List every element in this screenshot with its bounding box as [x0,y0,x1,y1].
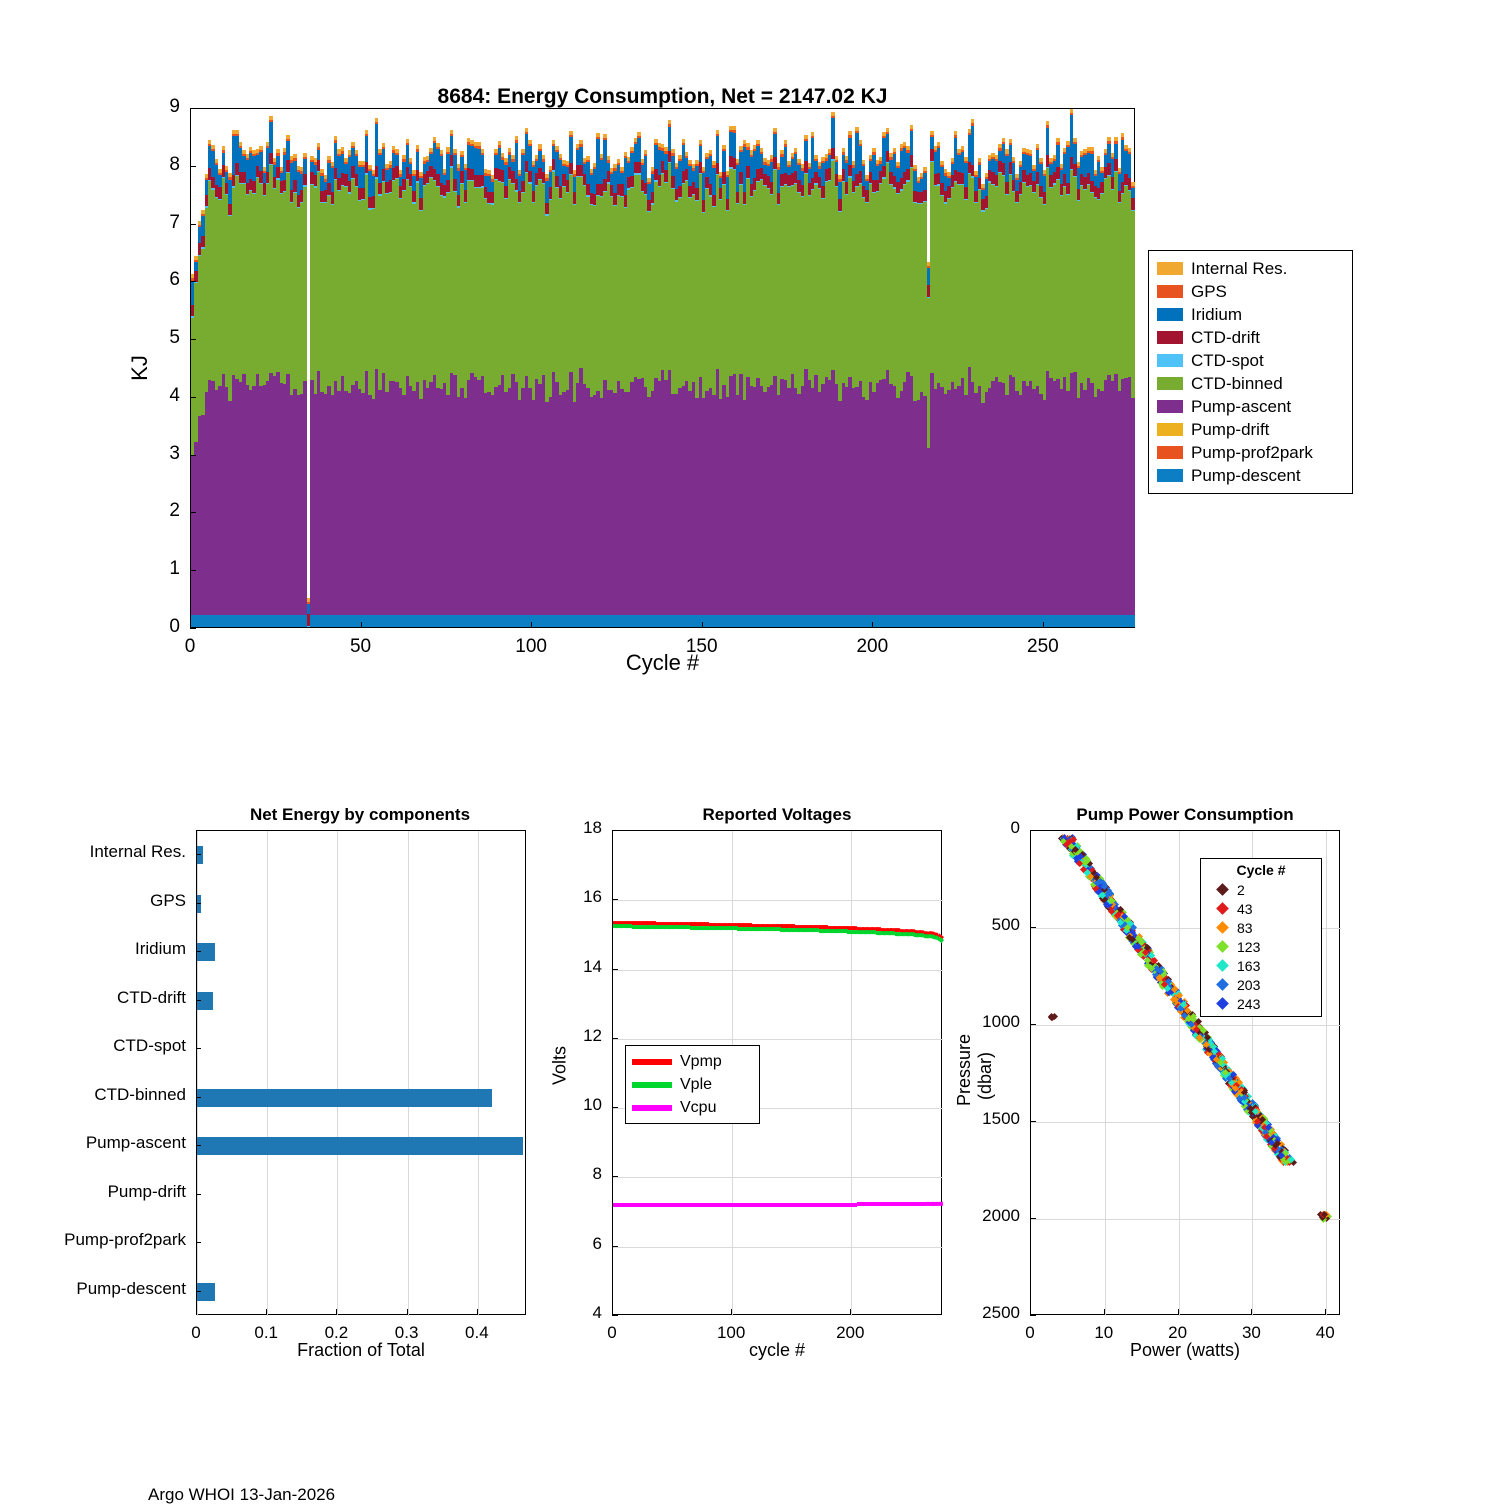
component-category-label: Pump-drift [107,1181,186,1201]
legend-item-label: Pump-ascent [1191,396,1292,416]
voltage-line-vple [685,925,690,929]
legend-item-label: Pump-descent [1191,465,1301,485]
y-tick-label: 1000 [982,1012,1020,1031]
y-tick-label: 16 [583,887,602,907]
gridline [267,831,268,1316]
legend-item-label: Internal Res. [1191,258,1288,278]
legend-marker-icon [1216,921,1229,934]
y-tick-mark [1030,1121,1036,1122]
legend-item-label: Pump-prof2park [1191,442,1313,462]
y-tick-label: 3 [169,442,180,464]
x-tick-label: 0 [607,1323,617,1342]
x-tick-label: 100 [716,1323,746,1342]
legend-swatch-icon [1157,354,1183,367]
main-chart-title: 8684: Energy Consumption, Net = 2147.02 KJ [437,85,888,108]
main-legend [1148,250,1353,494]
legend-marker-icon [1216,902,1229,915]
x-tick-mark [872,622,873,628]
y-tick-mark [190,512,196,513]
x-tick-label: 100 [515,636,547,657]
y-tick-mark [196,1194,201,1195]
pump-y-axis-label: Pressure (dbar) [954,1033,995,1106]
voltage-line-vcpu [814,1203,819,1207]
y-tick-label: 2500 [982,1303,1020,1322]
gridline [613,1177,943,1178]
footer-text: Argo WHOI 13-Jan-2026 [148,1485,336,1504]
x-tick-label: 250 [1027,636,1059,657]
legend-item[interactable] [1157,257,1344,280]
voltage-legend-item[interactable] [632,1073,753,1096]
legend-item-label: GPS [1191,281,1227,301]
bar-segment-iridium [1131,188,1134,198]
component-bar [197,1089,492,1107]
pump-legend-item[interactable] [1206,899,1316,918]
voltage-line-vcpu [728,1203,733,1207]
legend-swatch-icon [1157,377,1183,390]
energy-consumption-plot [190,108,1135,628]
gridline [613,970,943,971]
voltage-line-vcpu [771,1203,776,1207]
voltage-legend-item[interactable] [632,1096,753,1119]
y-tick-label: 10 [583,1095,602,1115]
y-tick-mark [196,903,201,904]
pump-legend-item[interactable] [1206,918,1316,937]
x-tick-mark [361,622,362,628]
pump-legend-item[interactable] [1206,994,1316,1013]
x-tick-mark [1043,622,1044,628]
y-tick-label: 1500 [982,1109,1020,1128]
voltage-line-vcpu [938,1201,943,1205]
legend-marker-icon [1216,997,1229,1010]
main-y-axis-label: KJ [127,355,152,381]
pump-legend-label: 163 [1237,957,1261,974]
y-tick-label: 8 [592,1164,602,1184]
gridline [1031,1122,1341,1123]
legend-item-label: Iridium [1191,304,1243,324]
component-bar [197,943,215,961]
pump-legend-item[interactable] [1206,937,1316,956]
pump-legend [1200,858,1322,1017]
y-tick-label: 14 [583,956,602,976]
main-x-axis-label: Cycle # [625,650,700,675]
component-category-label: Internal Res. [89,842,186,862]
legend-marker-icon [1216,940,1229,953]
x-tick-label: 0.3 [394,1323,419,1342]
component-category-label: CTD-spot [113,1036,186,1056]
x-tick-mark [702,622,703,628]
legend-item-label: CTD-drift [1191,327,1260,347]
x-tick-mark [1104,1309,1105,1315]
voltage-line-vple [795,928,800,932]
x-tick-mark [1325,1309,1326,1315]
y-tick-mark [196,951,201,952]
voltages-chart-title: Reported Voltages [702,805,852,824]
voltage-line-vple [704,926,709,930]
voltage-line-vcpu [795,1203,800,1207]
legend-swatch-icon [1157,262,1183,275]
y-tick-mark [612,899,618,900]
bar-segment-pump-ascent [1131,398,1134,615]
x-tick-mark [850,1309,851,1315]
x-tick-label: 0 [191,1323,201,1342]
voltage-line-vcpu [618,1203,623,1207]
voltage-line-vcpu [838,1203,843,1207]
x-tick-mark [477,1309,478,1315]
voltage-line-vple [728,926,733,930]
x-tick-label: 200 [836,1323,865,1342]
legend-item[interactable] [1157,372,1344,395]
y-tick-label: 4 [592,1303,602,1322]
gridline [1179,831,1180,1316]
y-tick-label: 4 [169,384,180,406]
y-tick-label: 5 [169,327,180,349]
y-tick-mark [1030,830,1036,831]
voltage-line-vple [771,927,776,931]
legend-item-label: Pump-drift [1191,419,1270,439]
bar-segment-pump-descent [1131,615,1134,627]
bar-segment-ctd-drift [1131,198,1134,210]
y-tick-mark [1030,927,1036,928]
voltages-y-axis-label: Volts [549,1045,570,1086]
y-tick-mark [1030,1218,1036,1219]
y-tick-label: 2000 [982,1206,1020,1225]
y-tick-label: 7 [169,211,180,233]
legend-marker-icon [1216,959,1229,972]
component-bar [197,1283,215,1301]
gridline [851,831,852,1316]
voltage-line-vcpu [924,1202,929,1206]
legend-item[interactable] [1157,280,1344,303]
voltage-line-vcpu [857,1202,862,1206]
gridline [613,1039,943,1040]
net-energy-components-plot [196,830,526,1315]
legend-line-icon [632,1082,672,1088]
legend-item[interactable] [1157,418,1344,441]
y-tick-mark [196,1048,201,1049]
voltage-legend-item[interactable] [632,1050,753,1073]
y-tick-mark [1030,1024,1036,1025]
pump-legend-item[interactable] [1206,975,1316,994]
x-tick-label: 30 [1241,1323,1261,1342]
bar-segment-ctd-binned [1131,211,1134,398]
component-bar [197,895,201,913]
y-tick-label: 6 [592,1233,602,1253]
components-x-axis-label: Fraction of Total [297,1340,425,1360]
voltages-legend [625,1045,760,1124]
component-bar [197,1137,523,1155]
pump-legend-label: 203 [1237,976,1261,993]
y-tick-label: 12 [583,1025,602,1045]
voltage-line-vcpu [661,1203,666,1207]
x-tick-label: 0 [184,636,196,657]
x-tick-label: 50 [349,636,372,657]
voltage-line-vple [618,924,623,928]
voltage-line-vcpu [747,1203,752,1207]
y-tick-label: 1 [169,558,180,580]
gridline [1031,1219,1341,1220]
legend-swatch-icon [1157,331,1183,344]
y-tick-mark [190,108,196,109]
pump-x-axis-label: Power (watts) [1129,1340,1241,1360]
y-tick-mark [612,1107,618,1108]
component-category-label: CTD-drift [117,987,186,1007]
legend-marker-icon [1216,883,1229,896]
pump-chart-title: Pump Power Consumption [1076,805,1294,824]
pump-legend-item[interactable] [1206,956,1316,975]
voltage-legend-label: Vpmp [680,1052,722,1070]
y-tick-label: 2 [169,500,180,522]
y-tick-mark [190,397,196,398]
component-category-label: Pump-ascent [85,1133,186,1153]
x-tick-mark [531,622,532,628]
y-tick-mark [612,1246,618,1247]
y-tick-mark [612,1176,618,1177]
legend-item[interactable] [1157,326,1344,349]
legend-item[interactable] [1157,303,1344,326]
legend-swatch-icon [1157,308,1183,321]
y-tick-mark [190,628,196,629]
voltage-line-vcpu [881,1202,886,1206]
legend-swatch-icon [1157,400,1183,413]
stacked-bars [191,109,1134,627]
pump-legend-label: 123 [1237,938,1261,955]
pump-legend-title: Cycle # [1236,862,1286,878]
component-bar [197,846,203,864]
legend-item[interactable] [1157,395,1344,418]
x-tick-label: 40 [1315,1323,1335,1342]
legend-item-label: CTD-binned [1191,373,1283,393]
y-tick-label: 500 [991,915,1020,934]
component-category-label: Pump-descent [76,1278,186,1298]
y-tick-mark [190,455,196,456]
gridline [1326,831,1327,1316]
y-tick-label: 18 [583,818,602,837]
y-tick-mark [190,339,196,340]
y-tick-mark [196,1000,201,1001]
x-tick-label: 200 [856,636,889,657]
voltage-line-vcpu [905,1202,910,1206]
component-category-label: Pump-prof2park [64,1230,186,1250]
y-tick-mark [196,854,201,855]
components-chart-title: Net Energy by components [249,805,471,824]
gridline [337,831,338,1316]
component-bar [197,992,213,1010]
y-tick-label: 0 [1010,818,1020,837]
legend-item[interactable] [1157,441,1344,464]
y-tick-mark [190,224,196,225]
gridline [408,831,409,1316]
legend-item-label: CTD-spot [1191,350,1264,370]
pump-legend-item[interactable] [1206,880,1316,899]
y-tick-label: 8 [169,153,180,175]
y-tick-mark [612,969,618,970]
x-tick-label: 0 [1025,1323,1035,1342]
voltage-legend-label: Vple [680,1075,713,1093]
voltage-line-vple [661,925,666,929]
voltage-line-vcpu [685,1203,690,1207]
y-tick-mark [190,281,196,282]
y-tick-label: 0 [169,616,180,637]
y-tick-label: 6 [169,269,180,291]
component-category-label: GPS [150,890,186,910]
legend-marker-icon [1216,978,1229,991]
voltage-line-vple [838,929,843,933]
x-tick-label: 150 [685,636,718,657]
legend-swatch-icon [1157,469,1183,482]
voltage-line-vcpu [637,1203,642,1207]
y-tick-mark [196,1291,201,1292]
y-tick-mark [612,1038,618,1039]
x-tick-mark [336,1309,337,1315]
y-tick-mark [190,166,196,167]
y-tick-mark [1030,1315,1036,1316]
voltages-x-axis-label: cycle # [748,1340,806,1360]
x-tick-mark [1251,1309,1252,1315]
legend-line-icon [632,1059,672,1065]
component-category-label: CTD-binned [94,1084,186,1104]
y-tick-mark [612,1315,618,1316]
x-tick-mark [407,1309,408,1315]
stacked-bar [1131,109,1134,627]
component-category-label: Iridium [134,939,186,959]
y-tick-label: 9 [169,96,180,117]
x-tick-label: 20 [1168,1323,1188,1342]
x-tick-mark [731,1309,732,1315]
pump-legend-label: 43 [1237,900,1253,917]
y-tick-mark [190,570,196,571]
x-tick-label: 0.1 [254,1323,279,1342]
legend-swatch-icon [1157,285,1183,298]
gridline [613,1247,943,1248]
gridline [613,900,943,901]
legend-swatch-icon [1157,423,1183,436]
legend-line-icon [632,1105,672,1111]
gridline [478,831,479,1316]
x-tick-mark [196,1309,197,1315]
legend-swatch-icon [1157,446,1183,459]
x-tick-label: 10 [1094,1323,1114,1342]
x-tick-label: 0.4 [465,1323,489,1342]
pump-legend-label: 2 [1237,881,1245,898]
y-tick-mark [196,1145,201,1146]
pump-legend-label: 243 [1237,995,1261,1012]
voltage-legend-label: Vcpu [680,1098,717,1116]
y-tick-mark [612,830,618,831]
y-tick-mark [196,1242,201,1243]
x-tick-label: 0.2 [324,1323,349,1342]
pump-legend-label: 83 [1237,919,1253,936]
legend-item[interactable] [1157,464,1344,487]
x-tick-mark [1178,1309,1179,1315]
voltage-line-vcpu [704,1203,709,1207]
x-tick-mark [266,1309,267,1315]
legend-item[interactable] [1157,349,1344,372]
y-tick-mark [196,1097,201,1098]
